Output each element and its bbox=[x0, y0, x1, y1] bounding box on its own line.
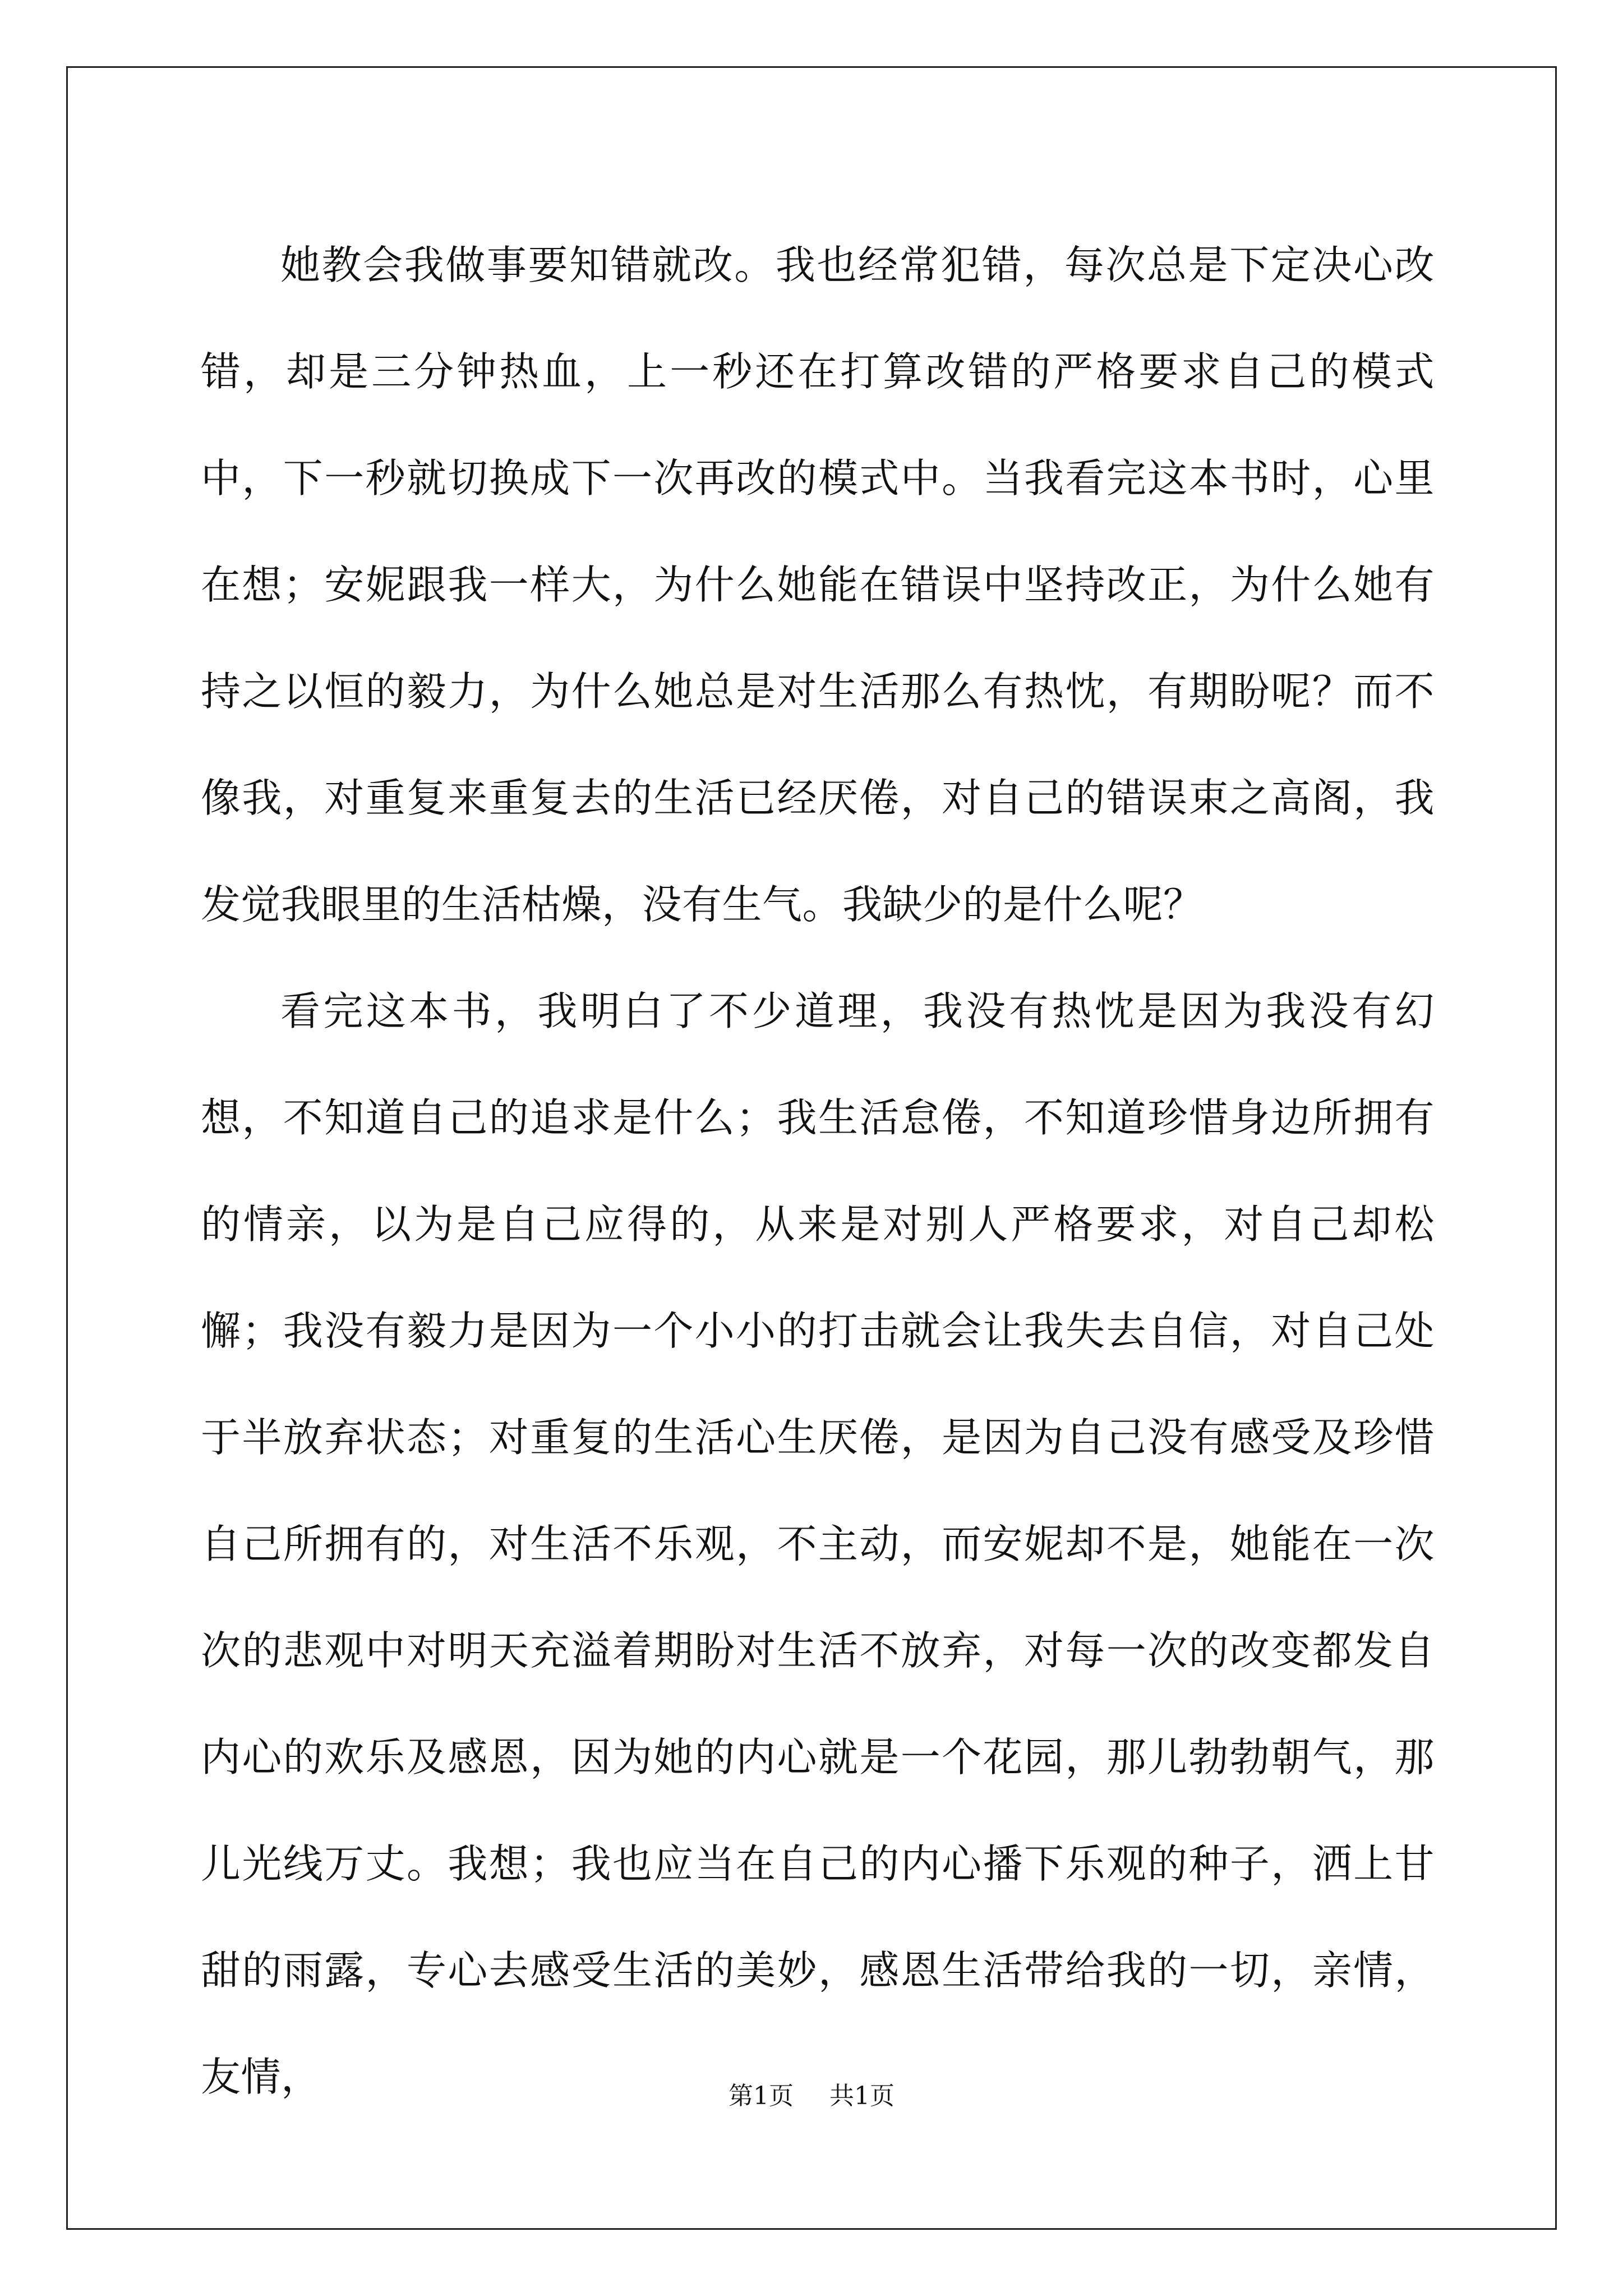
page-number-current: 第1页 bbox=[728, 2082, 794, 2110]
paragraph-1: 她教会我做事要知错就改。我也经常犯错，每次总是下定决心改错，却是三分钟热血，上一秒还在打算改错的严格要求自己的模式中，下一秒就切换成下一次再改的模式中。当我看完这本书时，心里在想；安妮跟我一样大，为什么她能在错误中坚持改正，为什么她有持之以恒的毅力，为什么她总是对生活那么有热忱，有期盼呢？而不像我，对重复来重复去的生活已经厌倦，对自己的错误束之高阁，我发觉我眼里的生活枯燥，没有生气。我缺少的是什么呢？ bbox=[201, 242, 1435, 928]
document-body bbox=[201, 212, 1435, 2131]
page-footer bbox=[0, 2076, 1623, 2111]
page-number-total: 共1页 bbox=[829, 2082, 895, 2110]
paragraph-2: 看完这本书，我明白了不少道理，我没有热忱是因为我没有幻想，不知道自己的追求是什么；我生活怠倦，不知道珍惜身边所拥有的情亲，以为是自己应得的，从来是对别人严格要求，对自己却松懈；我没有毅力是因为一个小小的打击就会让我失去自信，对自己处于半放弃状态；对重复的生活心生厌倦，是因为自己没有感受及珍惜自己所拥有的，对生活不乐观，不主动，而安妮却不是，她能在一次次的悲观中对明天充溢着期盼对生活不放弃，对每一次的改变都发自内心的欢乐及感恩，因为她的内心就是一个花园，那儿勃勃朝气，那儿光线万丈。我想；我也应当在自己的内心播下乐观的种子，洒上甘甜的雨露，专心去感受生活的美妙，感恩生活带给我的一切，亲情，友情， bbox=[201, 988, 1435, 2100]
